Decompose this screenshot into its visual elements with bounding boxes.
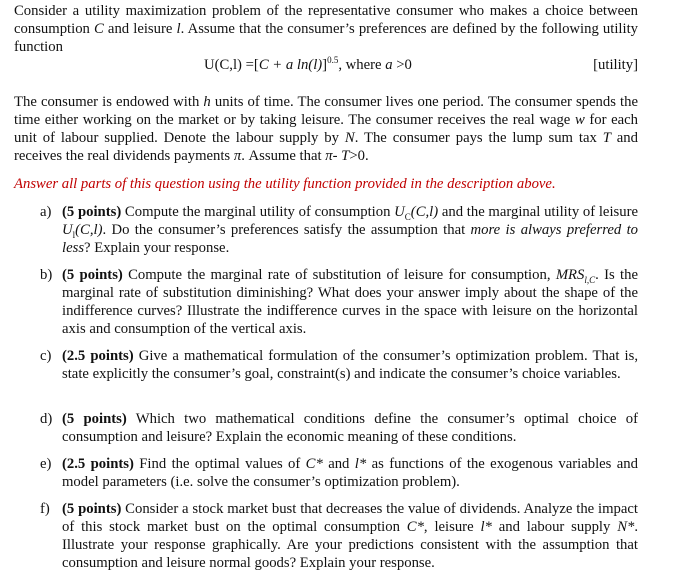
question-text: ? Explain your response. — [84, 240, 230, 256]
var-w: w — [574, 112, 585, 128]
var-sub: l — [72, 229, 76, 240]
endow-text: and receives the real dividends payments — [14, 130, 638, 164]
formula-text: , where — [338, 57, 386, 73]
var-lstar: l* — [354, 456, 367, 472]
question-label: b) — [40, 267, 53, 283]
formula-tag: [utility] — [593, 57, 638, 73]
question-f — [40, 500, 638, 572]
question-text: and labour supply — [491, 519, 618, 535]
question-points: (5 points) — [62, 204, 122, 220]
question-points: (2.5 points) — [62, 456, 134, 472]
question-text: . Illustrate your response graphically. Are your predictions consistent with the assumption that consumption and leisure normal goods? Explain your response. — [62, 519, 639, 571]
formula-eq: =[ — [241, 57, 259, 73]
question-points: (2.5 points) — [62, 348, 134, 364]
var-h: h — [203, 94, 211, 110]
intro-text: . Assume that the consumer’s preferences are defined by the following utility function — [14, 21, 639, 55]
question-text: Find the optimal values of — [133, 456, 306, 472]
intro-text: and leisure — [103, 21, 177, 37]
var-mrs: MRS — [555, 267, 585, 283]
var-pi: π — [233, 148, 242, 164]
question-a — [40, 203, 638, 257]
formula-param: a — [385, 57, 393, 73]
var-t: T — [602, 130, 611, 146]
question-e — [40, 455, 638, 491]
formula-body: C + a ln(l) — [258, 57, 323, 73]
question-text: Give a mathematical formulation of the consumer’s optimization problem. That is, state explicitly the consumer’s goal, constraint(s) and indicate the consumer’s choice variables. — [62, 348, 638, 382]
question-label: c) — [40, 348, 52, 364]
question-label: e) — [40, 456, 52, 472]
var-sub: l,C — [584, 274, 596, 285]
question-text: as functions of the exogenous variables and model parameters (i.e. solve the consumer’s optimization problem). — [62, 456, 638, 490]
endow-text: >0. — [349, 148, 369, 164]
utility-formula — [204, 57, 412, 74]
question-points: (5 points) — [62, 411, 127, 427]
endow-text: . The consumer pays the lump sum tax — [354, 130, 603, 146]
question-b — [40, 266, 638, 338]
question-label: d) — [40, 411, 53, 427]
question-text: Which two mathematical conditions define the consumer’s optimal choice of consumption and leisure? Explain the economic meaning of these conditions. — [62, 411, 638, 445]
var-sub: C — [404, 211, 411, 222]
question-emphasis: more is always preferred to less — [62, 222, 638, 256]
endowment-paragraph — [14, 93, 638, 165]
instruction-text: Answer all parts of this question using the utility function provided in the description above. — [14, 176, 556, 192]
var-args: (C,l) — [75, 222, 103, 238]
formula-text: >0 — [392, 57, 412, 73]
endow-text: The consumer is endowed with — [14, 94, 204, 110]
var-lstar: l* — [480, 519, 492, 535]
var-l: l — [176, 21, 181, 37]
question-points: (5 points) — [62, 267, 123, 283]
var-condition: π- T — [325, 148, 350, 164]
question-label: a) — [40, 204, 52, 220]
intro-paragraph — [14, 2, 638, 56]
question-text: Compute the marginal rate of substitution of leisure for consumption, — [122, 267, 556, 283]
endow-text: for each unit of labour supplied. Denote the labour supply by — [14, 112, 638, 146]
var-c: C — [94, 21, 104, 37]
question-c — [40, 347, 638, 383]
endow-text: units of time. The consumer lives one period. The consumer spends the time either working on the market or by taking leisure. The consumer receives the real wage — [14, 94, 638, 128]
question-points: (5 points) — [62, 501, 122, 517]
formula-close: ] — [322, 57, 328, 73]
question-text: , leisure — [423, 519, 481, 535]
question-text: . Do the consumer’s preferences satisfy the assumption that — [102, 222, 471, 238]
question-text: and the marginal utility of leisure — [438, 204, 638, 220]
utility-formula-row — [14, 57, 638, 77]
var-cstar: C* — [305, 456, 323, 472]
var-args: (C,l) — [410, 204, 439, 220]
question-text: Consider a stock market bust that decreases the value of dividends. Analyze the impact of this stock market bust on the optimal consumption — [62, 501, 638, 535]
var-n: N — [344, 130, 355, 146]
question-text: Compute the marginal utility of consumption — [121, 204, 395, 220]
var-cstar: C* — [406, 519, 424, 535]
var-u: U — [62, 222, 73, 238]
endow-text: . Assume that — [241, 148, 326, 164]
intro-text: Consider a utility maximization problem of the representative consumer who makes a choice between consumption — [14, 3, 638, 37]
question-label: f) — [40, 501, 50, 517]
var-nstar: N* — [617, 519, 635, 535]
question-text: . Is the marginal rate of substitution diminishing? What does your answer imply about the shape of the indifference curves? Illustrate the indifference curves in the space with leisure on the horizontal axis and consumption of the vertical axis. — [62, 267, 638, 337]
formula-exponent: 0.5 — [327, 55, 339, 66]
question-d — [40, 410, 638, 446]
question-text: and — [322, 456, 355, 472]
formula-lhs: U(C,l) — [204, 57, 242, 73]
var-u: U — [394, 204, 405, 220]
